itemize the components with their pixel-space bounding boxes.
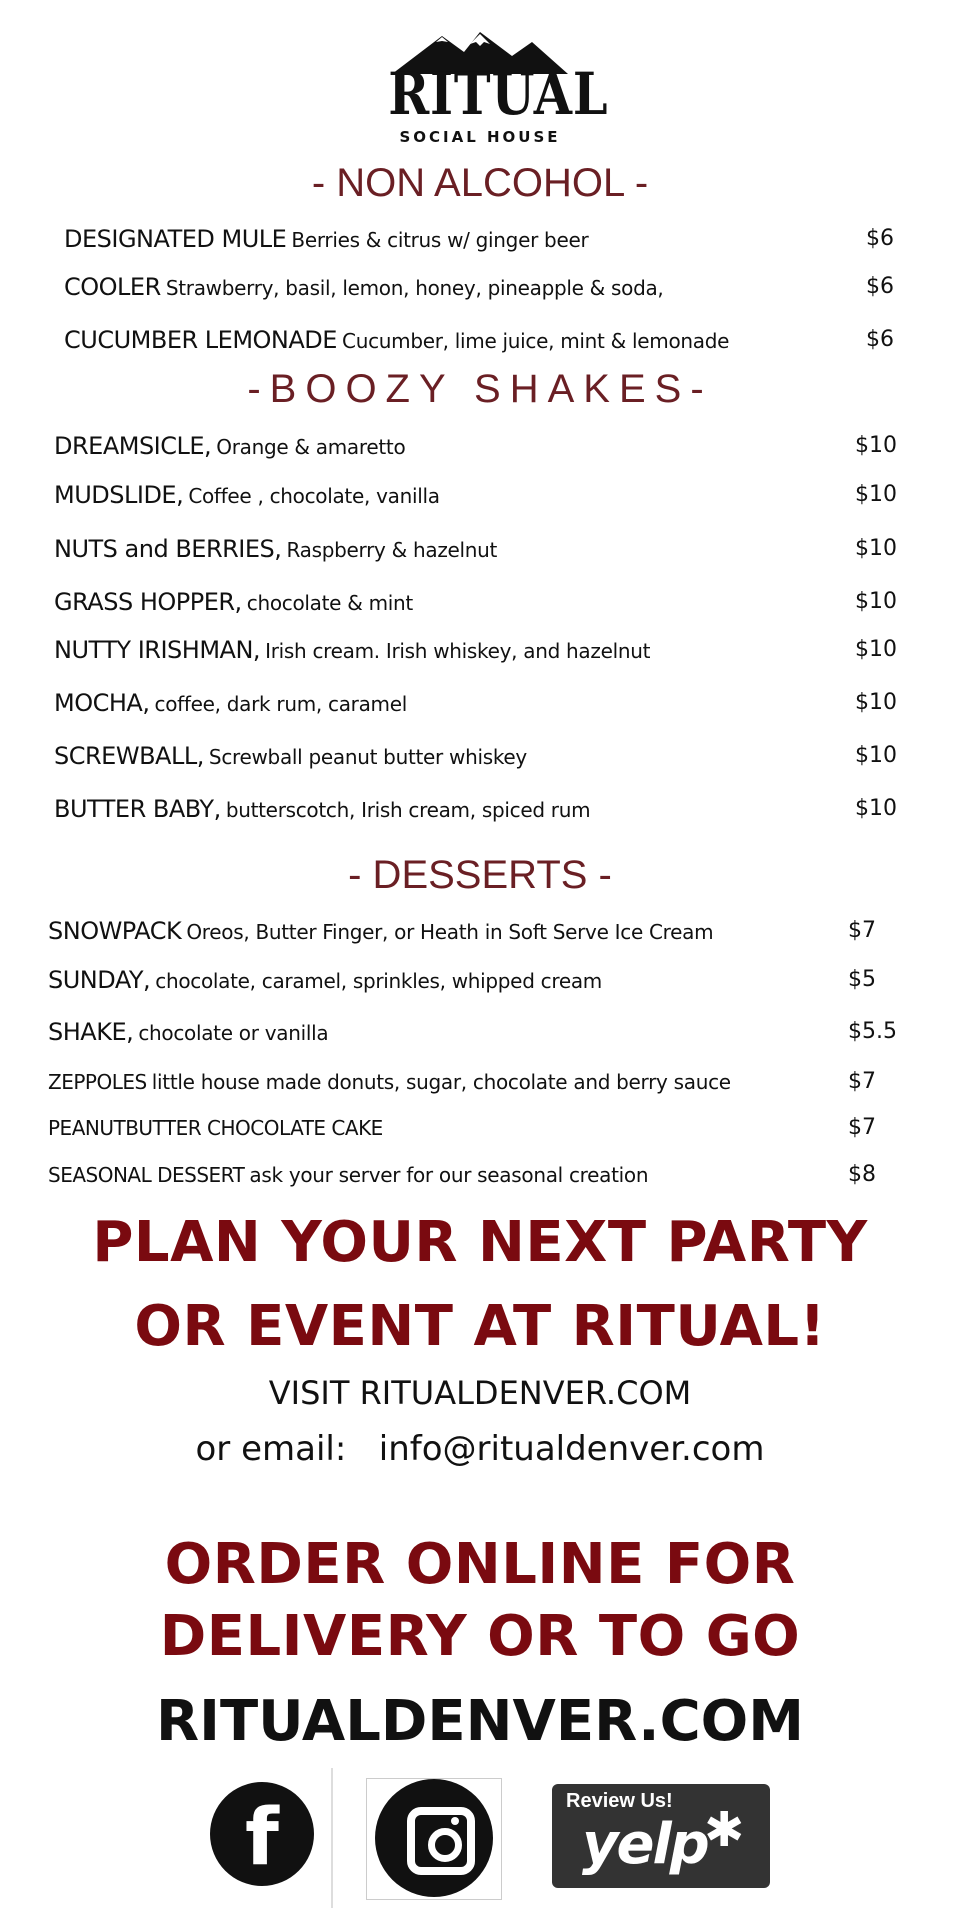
item-name: COOLER [64, 273, 161, 301]
menu-item [54, 685, 407, 721]
item-desc: Cucumber, lime juice, mint & lemonade [342, 329, 730, 353]
menu-item [54, 477, 440, 513]
ritual-logo [372, 28, 609, 148]
menu-item [54, 428, 405, 464]
item-name: SNOWPACK [48, 917, 182, 945]
item-price: $10 [855, 482, 897, 507]
menu-item [48, 913, 713, 949]
item-price: $10 [855, 690, 897, 715]
item-price: $10 [855, 589, 897, 614]
item-desc: Irish cream. Irish whiskey, and hazelnut [265, 639, 651, 663]
item-name: SUNDAY, [48, 966, 151, 994]
item-name: MOCHA, [54, 689, 150, 717]
divider [331, 1768, 333, 1908]
instagram-circle [375, 1779, 493, 1897]
promo-line-2: OR EVENT AT RITUAL! [134, 1294, 826, 1359]
menu-item [54, 584, 413, 620]
item-price: $6 [866, 274, 894, 299]
visit-website-text: VISIT RITUALDENVER.COM [268, 1374, 692, 1412]
item-name: SHAKE, [48, 1018, 134, 1046]
menu-item [54, 791, 590, 827]
item-price: $10 [855, 637, 897, 662]
menu-item [48, 962, 602, 998]
yelp-review-badge[interactable] [552, 1784, 770, 1888]
email-label: or email: [195, 1429, 347, 1469]
item-desc: Berries & citrus w/ ginger beer [291, 228, 589, 252]
instagram-lens [428, 1828, 462, 1862]
item-name: NUTTY IRISHMAN, [54, 636, 261, 664]
item-desc: chocolate & mint [246, 591, 413, 615]
item-name: MUDSLIDE, [54, 481, 184, 509]
item-price: $10 [855, 743, 897, 768]
item-desc: Raspberry & hazelnut [286, 538, 498, 562]
order-line-1: ORDER ONLINE FOR [164, 1532, 796, 1597]
item-price: $6 [866, 226, 894, 251]
item-name: CUCUMBER LEMONADE [64, 326, 337, 354]
menu-item [64, 221, 588, 257]
item-desc: coffee, dark rum, caramel [154, 692, 407, 716]
menu-item [48, 1110, 383, 1146]
section-title-boozy-shakes: -BOOZY SHAKES- [247, 367, 713, 411]
promo-line-1: PLAN YOUR NEXT PARTY [92, 1210, 868, 1275]
menu-item [54, 531, 497, 567]
item-price: $5.5 [848, 1019, 897, 1044]
item-name: PEANUTBUTTER CHOCOLATE CAKE [48, 1116, 383, 1140]
item-desc: little house made donuts, sugar, chocolate and berry sauce [151, 1070, 731, 1094]
item-price: $10 [855, 433, 897, 458]
instagram-icon[interactable] [366, 1778, 502, 1900]
order-line-2: DELIVERY OR TO GO [159, 1604, 801, 1669]
item-price: $10 [855, 796, 897, 821]
item-name: NUTS and BERRIES, [54, 535, 282, 563]
menu-item [48, 1014, 328, 1050]
item-desc: chocolate, caramel, sprinkles, whipped cream [155, 969, 602, 993]
item-name: SCREWBALL, [54, 742, 204, 770]
instagram-flash-dot [451, 1817, 459, 1825]
email-link[interactable]: info@ritualdenver.com [378, 1429, 765, 1469]
section-title-non-alcohol: - NON ALCOHOL - [311, 161, 649, 205]
item-price: $7 [848, 1115, 876, 1140]
item-name: ZEPPOLES [48, 1070, 147, 1094]
menu-item [48, 1157, 648, 1193]
menu-item [64, 322, 729, 358]
logo-word: RITUAL [388, 60, 609, 128]
item-price: $7 [848, 918, 876, 943]
item-name: SEASONAL DESSERT [48, 1163, 245, 1187]
menu-item [48, 1064, 731, 1100]
item-name: DREAMSICLE, [54, 432, 212, 460]
yelp-review-text: Review Us! [566, 1790, 673, 1812]
item-desc: Screwball peanut butter whiskey [208, 745, 527, 769]
section-title-desserts: - DESSERTS - [348, 853, 612, 897]
item-desc: butterscotch, Irish cream, spiced rum [225, 798, 591, 822]
item-desc: Orange & amaretto [216, 435, 406, 459]
item-price: $10 [855, 536, 897, 561]
yelp-burst-icon: ✱ [704, 1802, 745, 1858]
item-price: $6 [866, 327, 894, 352]
item-desc: Coffee , chocolate, vanilla [188, 484, 440, 508]
facebook-icon[interactable]: f [210, 1782, 314, 1886]
website-link[interactable]: RITUALDENVER.COM [156, 1689, 804, 1754]
item-name: BUTTER BABY, [54, 795, 221, 823]
item-desc: Strawberry, basil, lemon, honey, pineapple & soda, [165, 276, 664, 300]
menu-item [54, 632, 650, 668]
yelp-logo-word: yelp [582, 1812, 708, 1877]
item-name: GRASS HOPPER, [54, 588, 242, 616]
item-price: $8 [848, 1162, 876, 1187]
item-name: DESIGNATED MULE [64, 225, 287, 253]
email-line [0, 1428, 960, 1470]
item-desc: chocolate or vanilla [138, 1021, 329, 1045]
logo-subtitle: SOCIAL HOUSE [399, 128, 561, 146]
menu-item [54, 738, 527, 774]
menu-item [64, 269, 664, 305]
item-desc: ask your server for our seasonal creation [249, 1163, 649, 1187]
item-price: $5 [848, 967, 876, 992]
item-desc: Oreos, Butter Finger, or Heath in Soft Serve Ice Cream [186, 920, 714, 944]
item-price: $7 [848, 1069, 876, 1094]
